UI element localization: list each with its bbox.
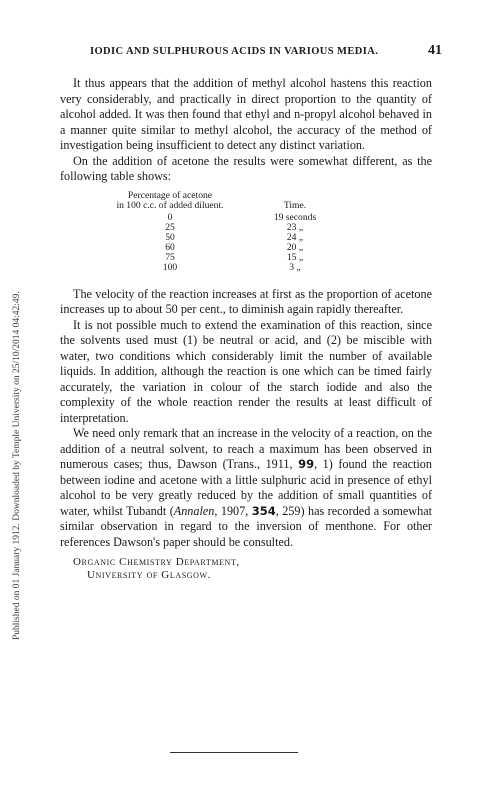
table-cell-time: 20 „ — [286, 241, 304, 253]
table-cell-time: 23 „ — [286, 221, 304, 233]
table-cell-time: 24 „ — [286, 231, 304, 243]
reference-text: , 1) found the reaction between iodine and acetone with a little sulphuric acid in presence of ethyl alcohol to be very greatly reduced by the addition of small quantities of water, whilst Tubandt ( — [60, 457, 432, 518]
paragraph-acetone-intro: On the addition of acetone the results were somewhat different, as the following table shows: — [60, 153, 432, 183]
reference-text: , 1907, — [214, 503, 252, 518]
table-cell-percentage: 75 — [165, 251, 175, 263]
paragraph-references — [60, 426, 432, 550]
table-cell-percentage: 50 — [165, 231, 175, 243]
table-cell-time: 3 „ — [289, 261, 301, 273]
download-notice: Published on 01 January 1912. Downloaded by Temple University on 25/10/2014 04:42:49. — [12, 291, 22, 640]
table-cell-percentage: 0 — [167, 211, 173, 223]
reference-text: We need only remark that an increase in the velocity of a reaction, on the addition of a neutral solvent, to reach a maximum has been observed in numerous cases; thus, Dawson (Trans., 1911, — [60, 426, 432, 471]
table-cell-percentage: 60 — [165, 241, 175, 253]
article-body — [60, 76, 432, 582]
page-number: 41 — [428, 43, 442, 58]
paragraph-velocity: The velocity of the reaction increases at first as the proportion of acetone increases up to about 50 per cent., to diminish again rapidly thereafter. — [60, 286, 432, 316]
paragraph-limitations: It is not possible much to extend the examination of this reaction, since the solvents used must (1) be neutral or acid, and (2) be miscible with water, two conditions which considerably limit the number of available liquids. In addition, although the reaction is one which can be timed fairly accurately, the variation in colour of the starch iodide and also the complexity of the whole reaction render the results at least difficult of interpretation. — [60, 317, 432, 425]
acetone-table — [60, 191, 432, 279]
table-cell-time: 19 seconds — [273, 211, 317, 223]
volume-number: 354 — [251, 503, 276, 518]
reference-text: , 259) has recorded a somewhat similar observation in regard to the inversion of menthone. For other references Dawson's paper should be consulted. — [60, 503, 432, 549]
affiliation — [60, 556, 432, 582]
volume-number: 99 — [298, 457, 315, 471]
table-cell-percentage: 100 — [162, 261, 178, 273]
running-head: IODIC AND SULPHUROUS ACIDS IN VARIOUS MEDIA. — [90, 46, 379, 57]
affiliation-department: Organic Chemistry Department, — [73, 556, 240, 568]
table-cell-time: 15 „ — [286, 251, 304, 263]
download-watermark — [4, 80, 20, 640]
table-header-percentage-line2: in 100 c.c. of added diluent. — [116, 199, 224, 211]
affiliation-university: University of Glasgow. — [87, 569, 212, 581]
paragraph-methyl-alcohol: It thus appears that the addition of methyl alcohol hastens this reaction very considerably, and practically in direct proportion to the quantity of alcohol added. It was then found that ethyl and n-propyl alcohol behaved in a manner quite similar to methyl alcohol, the accuracy of the method of investigation being insufficient to detect any distinct variation. — [60, 76, 432, 152]
table-header-time: Time. — [283, 199, 307, 211]
end-rule — [170, 752, 298, 753]
table-cell-percentage: 25 — [165, 221, 175, 233]
page-header — [90, 43, 442, 62]
journal-name: Annalen — [173, 503, 215, 518]
table-header-percentage-line1: Percentage of acetone — [127, 189, 213, 201]
